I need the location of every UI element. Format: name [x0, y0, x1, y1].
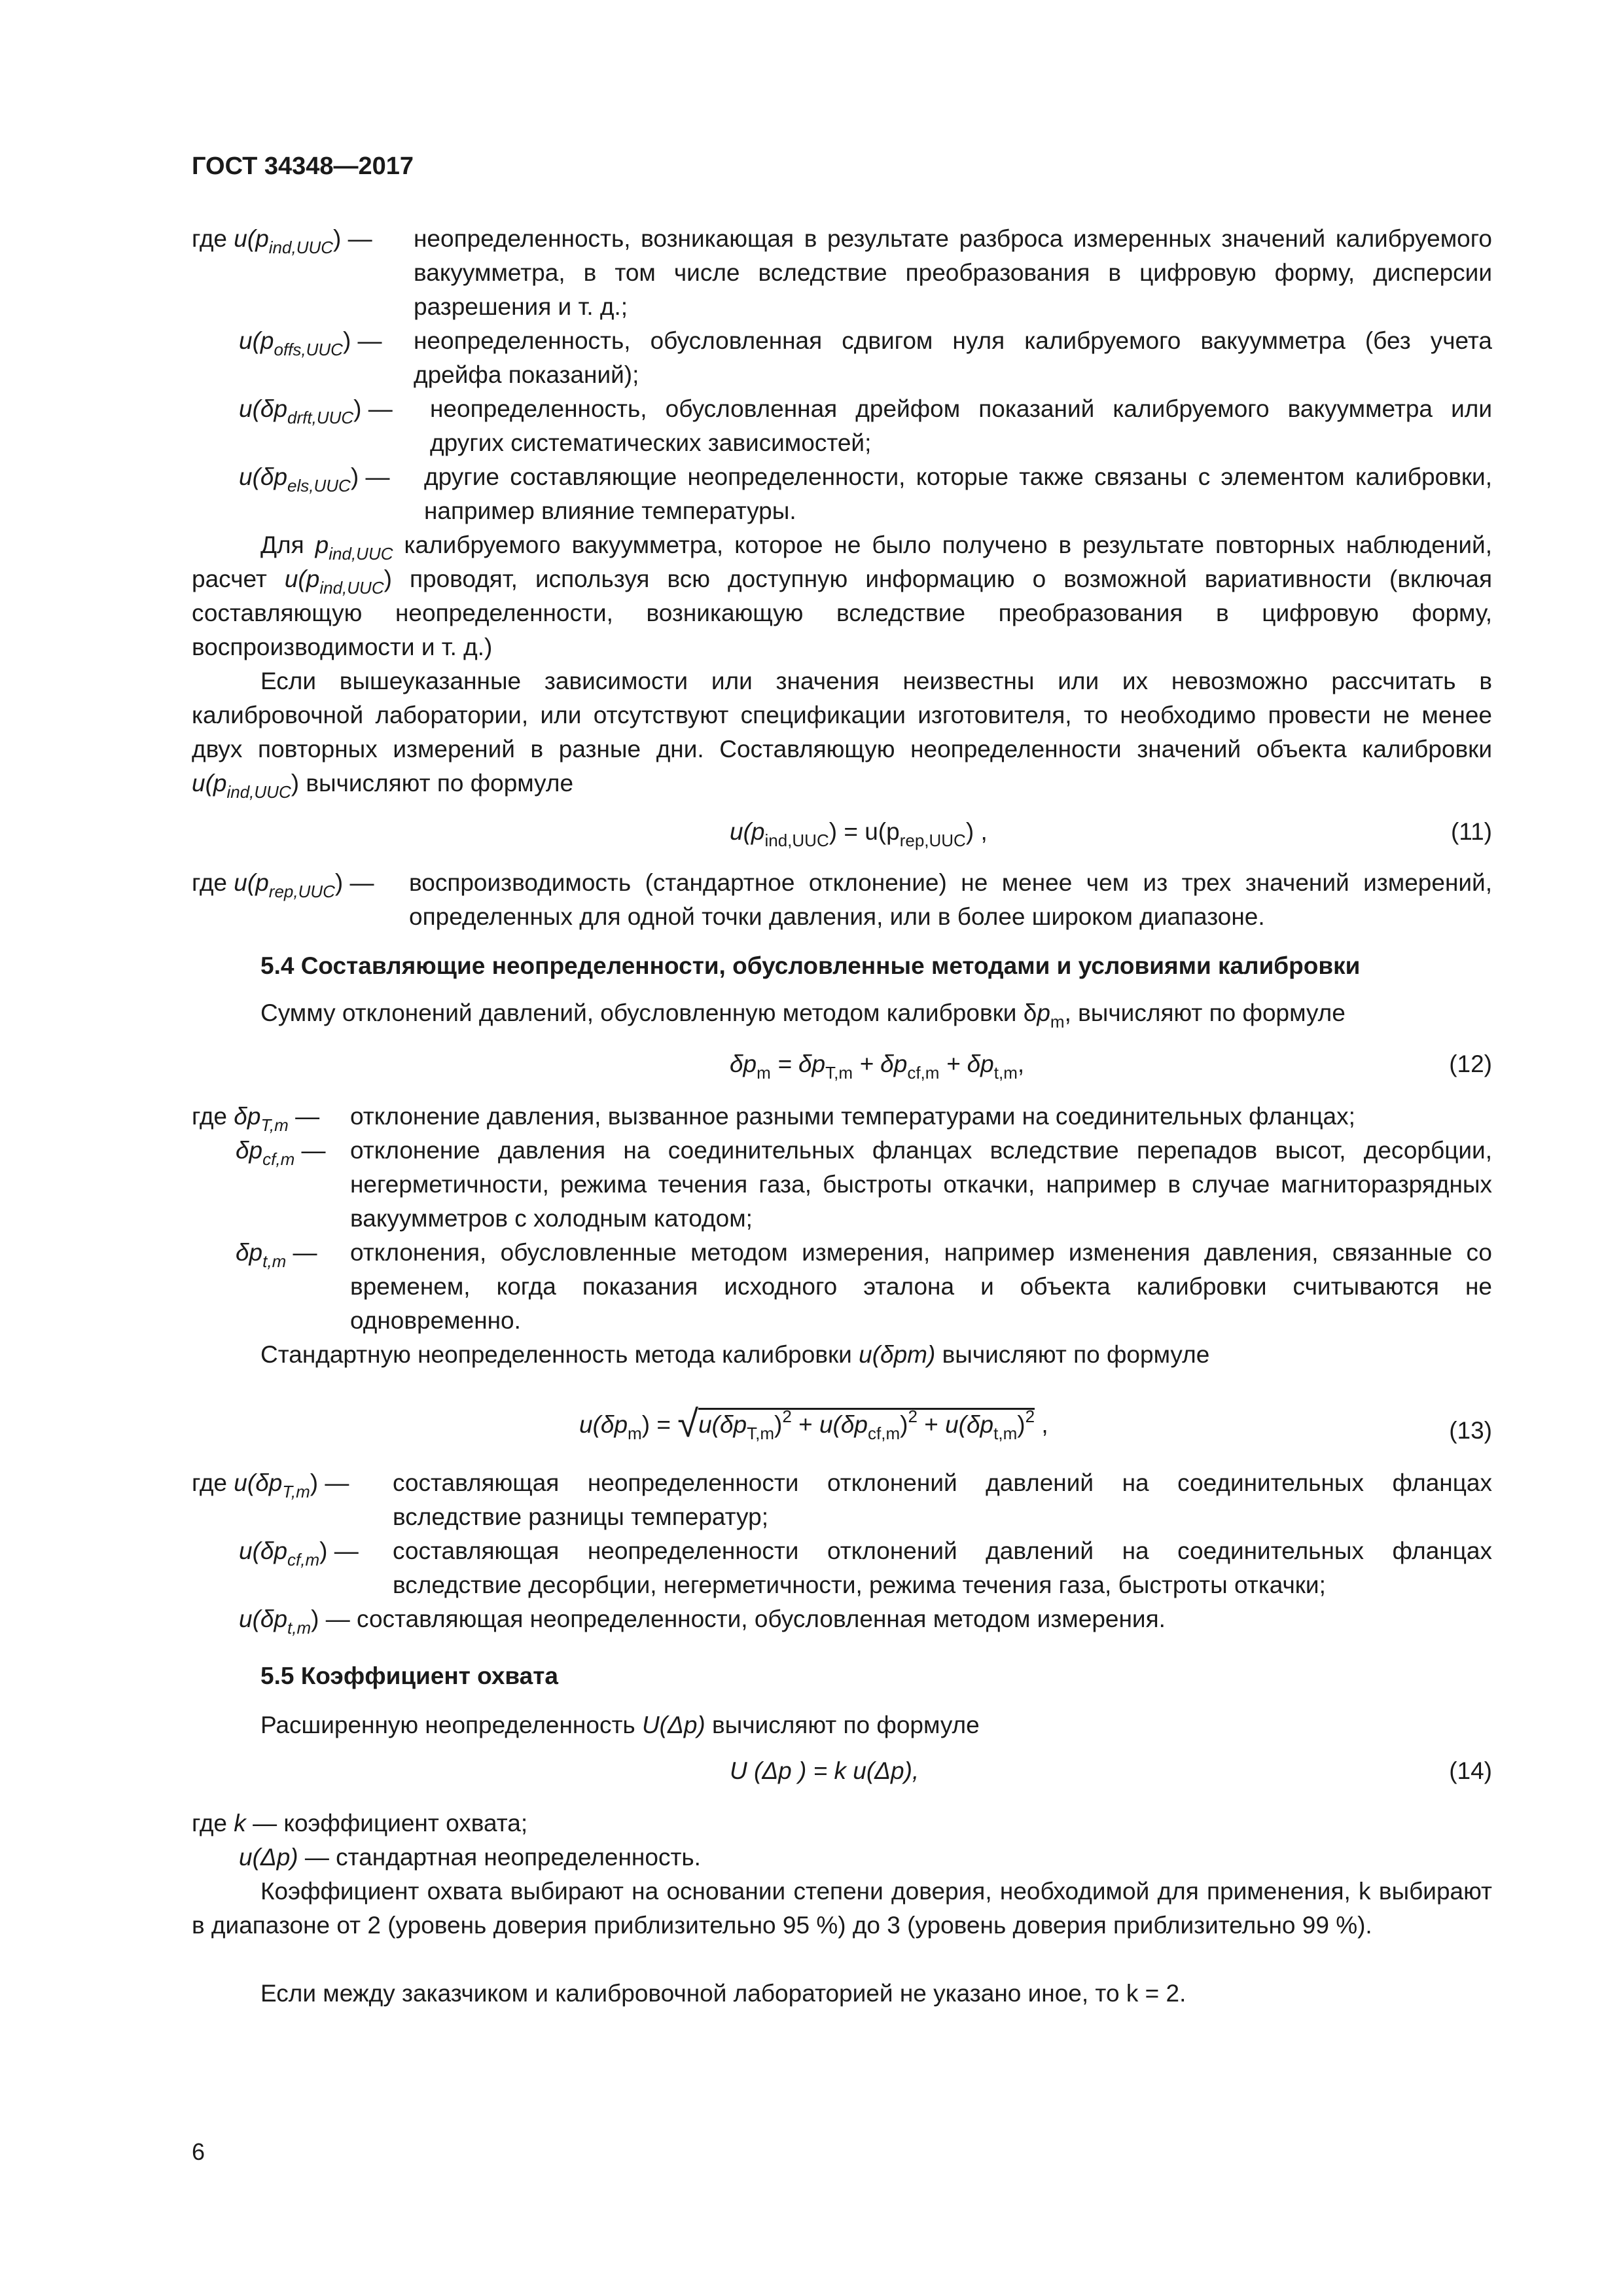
- def-text: другие составляющие неопределенности, которые также связаны с элементом калибровки, например влияние температуры.: [424, 463, 1492, 524]
- def-text: отклонения, обусловленные методом измерения, например изменения давления, связанные со временем, когда показания исходного эталона и объекта калибровки считываются не одновременно.: [350, 1239, 1492, 1334]
- def-symbol: $\delta p_{cf,m}$ —: [236, 1137, 326, 1169]
- section-heading: 5.5 Коэффициент охвата: [260, 1662, 558, 1689]
- def-symbol: $u(\delta p_{t,m})$ — составляющая неопределенности, обусловленная методом измерения.: [239, 1605, 1166, 1638]
- def-text: отклонение давления, вызванное разными температурами на соединительных фланцах;: [350, 1103, 1355, 1130]
- def-line: где k — коэффициент охвата;: [192, 1810, 528, 1837]
- equation-12: $\delta p_m = \delta p_{T,m} + \delta p_{cf,m} + \delta p_{t,m}$,: [730, 1050, 1025, 1083]
- def-text: неопределенность, обусловленная сдвигом нуля калибруемого вакуумметра (без учета дрейфа показаний);: [414, 327, 1492, 388]
- def-symbol: $u(\delta p_{cf,m})$ —: [239, 1537, 359, 1570]
- def-text: составляющая неопределенности отклонений давлений на соединительных фланцах вследствие разницы температур;: [393, 1469, 1492, 1530]
- paragraph: Коэффициент охвата выбирают на основании степени доверия, необходимой для применения, k выбирают в диапазоне от 2 (уровень доверия приблизительно 95 %) до 3 (уровень доверия приблизительно 99 %).: [192, 1878, 1492, 1939]
- def-line: u(Δp) — стандартная неопределенность.: [239, 1844, 701, 1871]
- def-text: составляющая неопределенности отклонений давлений на соединительных фланцах вследствие десорбции, негерметичности, режима течения газа, быстроты откачки;: [393, 1537, 1492, 1598]
- def-symbol: $u(\delta p_{els,UUC})$ —: [239, 463, 390, 495]
- def-text: неопределенность, обусловленная дрейфом показаний калибруемого вакуумметра или других систематических зависимостей;: [430, 395, 1492, 456]
- def-symbol: где $\delta p_{T,m}$ —: [192, 1103, 320, 1135]
- page-number: 6: [192, 2138, 205, 2165]
- paragraph: Если между заказчиком и калибровочной лабораторией не указано иное, то k = 2.: [260, 1980, 1186, 2007]
- def-text: отклонение давления на соединительных фланцах вследствие перепадов высот, десорбции, негерметичности, режима течения газа, быстроты откачки, например в случае магниторазрядных вакуумметров с холодным катодом;: [350, 1137, 1492, 1232]
- def-text: воспроизводимость (стандартное отклонение) не менее чем из трех значений измерений, определенных для одной точки давления, или в более широком диапазоне.: [409, 869, 1492, 930]
- paragraph: Для $p_{ind,UUC}$ калибруемого вакуумметра, которое не было получено в результате повторных наблюдений, расчет $u(p_{ind,UUC})$ проводят, используя всю доступную информацию о возможной вариативности (включая составляющую неопределенности, возникающую вследствие преобразования в цифровую форму, воспроизводимости и т. д.): [192, 531, 1493, 660]
- paragraph: Расширенную неопределенность U(Δp) вычисляют по формуле: [260, 1712, 980, 1738]
- def-text-span: неопределенность, возникающая в результате разброса измеренных значений калибруемого вакуумметра, в том числе вследствие преобразования в цифровую форму, дисперсии разрешения и т. д.;: [414, 225, 1492, 320]
- equation-11: $u(p_{ind,UUC}) = u(p_{rep,UUC})$ ,: [730, 818, 988, 850]
- section-heading: 5.4 Составляющие неопределенности, обусловленные методами и условиями калибровки: [260, 952, 1361, 979]
- where-label: где $u(p_{ind,UUC})$ —: [192, 225, 372, 257]
- equation-13: $u(\delta p_m) = √u(\delta p_{T,m})^2 + u(\delta p_{cf,m})^2 + u(\delta p_{t,m})^2$ ,: [579, 1403, 1048, 1445]
- paragraph: Если вышеуказанные зависимости или значения неизвестны или их невозможно рассчитать в калибровочной лаборатории, или отсутствуют спецификации изготовителя, то необходимо провести не менее двух повторных измерений в разные дни. Составляющую неопределенности значений объекта калибровки $u(p_{ind,UUC})$ вычисляют по формуле: [192, 668, 1492, 802]
- def-text: [414, 222, 1492, 324]
- def-symbol: $\delta p_{t,m}$ —: [236, 1239, 317, 1271]
- paragraph: Сумму отклонений давлений, обусловленную методом калибровки $\delta p_m$, вычисляют по формуле: [260, 999, 1346, 1031]
- page-header: ГОСТ 34348—2017: [192, 152, 414, 180]
- sym-u-pind: $u(p_{ind,UUC}$: [234, 225, 334, 257]
- equation-14: U (Δp ) = k u(Δp),: [730, 1757, 919, 1784]
- def-symbol: $u(\delta p_{drft,UUC})$ —: [239, 395, 393, 427]
- equation-number: (12): [1449, 1050, 1492, 1077]
- def-symbol: где $u(\delta p_{T,m})$ —: [192, 1469, 349, 1501]
- equation-number: (13): [1449, 1417, 1492, 1444]
- where-word: где: [192, 225, 228, 252]
- def-symbol: $u(p_{offs,UUC})$ —: [239, 327, 382, 359]
- equation-number: (11): [1450, 818, 1492, 845]
- paragraph: Стандартную неопределенность метода калибровки u(δpm) вычисляют по формуле: [260, 1341, 1210, 1368]
- equation-number: (14): [1449, 1757, 1492, 1784]
- def-symbol: где $u(p_{rep,UUC})$ —: [192, 869, 374, 901]
